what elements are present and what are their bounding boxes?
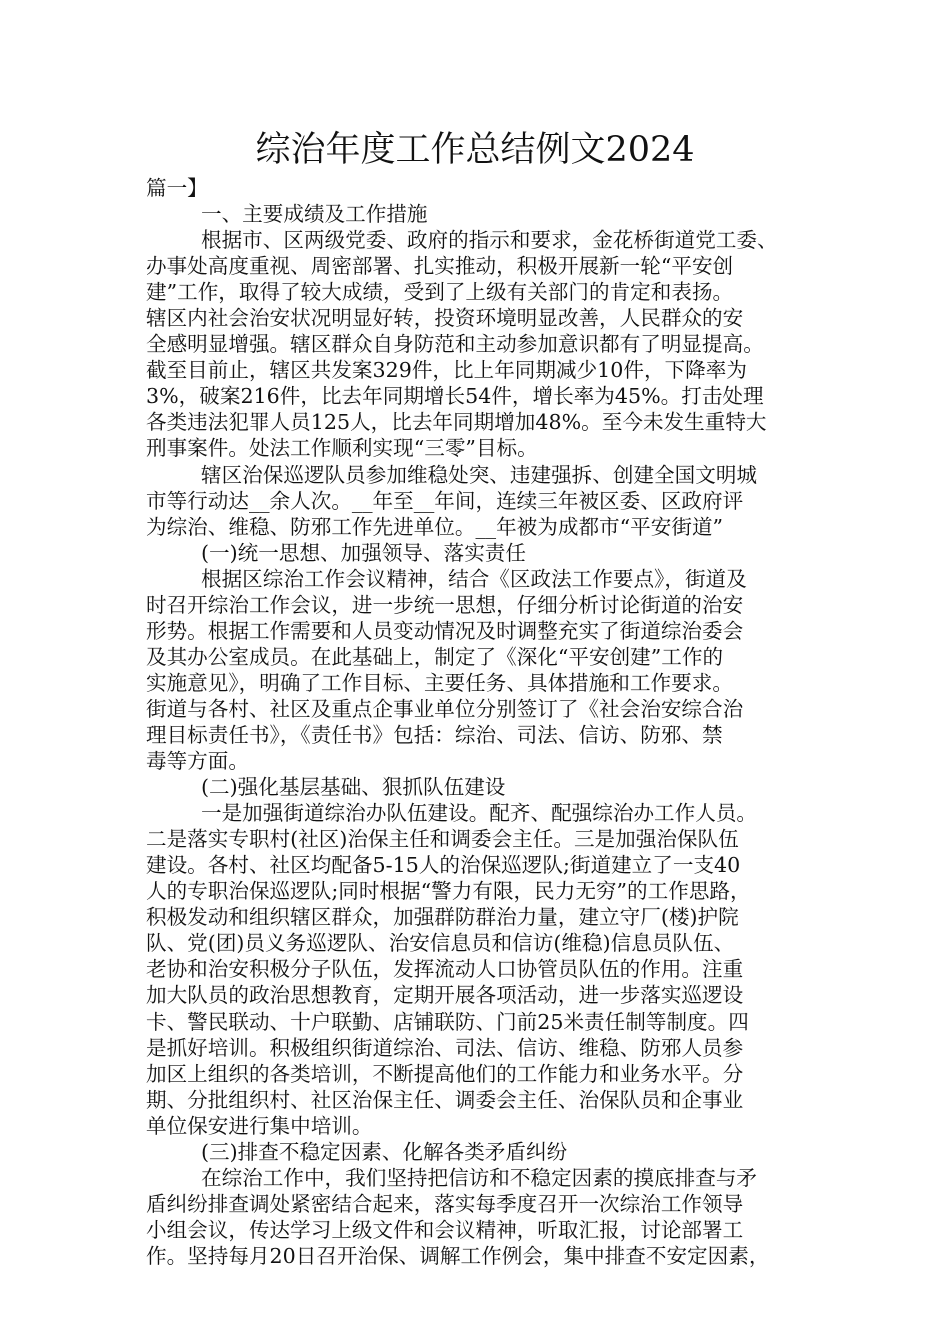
document-title: 综治年度工作总结例文2024 xyxy=(255,130,695,170)
text-line: 实施意见》，明确了工作目标、主要任务、具体措施和工作要求。 xyxy=(146,670,733,695)
text-line: 刑事案件。处法工作顺利实现“三零”目标。 xyxy=(146,436,538,461)
text-line: 队、党(团)员义务巡逻队、治安信息员和信访(维稳)信息员队伍、 xyxy=(146,931,735,956)
text-line: 二是落实专职村(社区)治保主任和调委会主任。三是加强治保队伍 xyxy=(146,827,739,852)
text-line: 毒等方面。 xyxy=(146,749,249,774)
text-line: (三)排查不稳定因素、化解各类矛盾纠纷 xyxy=(201,1139,568,1164)
text-line: 卡、警民联动、十户联勤、店铺联防、门前25米责任制等制度。四 xyxy=(146,1009,749,1034)
text-line: 形势。根据工作需要和人员变动情况及时调整充实了街道综治委会 xyxy=(146,618,744,643)
text-line: (一)统一思想、加强领导、落实责任 xyxy=(201,540,526,565)
text-line: 理目标责任书》，《责任书》包括：综治、司法、信访、防邪、禁 xyxy=(146,722,723,747)
text-line: 建设。各村、社区均配备5-15人的治保巡逻队;街道建立了一支40 xyxy=(146,853,741,878)
text-line: 及其办公室成员。在此基础上，制定了《深化“平安创建”工作的 xyxy=(146,644,724,669)
text-line: 辖区治保巡逻队员参加维稳处突、违建强拆、创建全国文明城 xyxy=(201,462,758,487)
text-line: 根据市、区两级党委、政府的指示和要求，金花桥街道党工委、 xyxy=(201,228,778,253)
text-line: 时召开综治工作会议，进一步统一思想，仔细分析讨论街道的治安 xyxy=(146,592,744,617)
text-line: 单位保安进行集中培训。 xyxy=(146,1113,373,1138)
text-line: 加大队员的政治思想教育，定期开展各项活动，进一步落实巡逻设 xyxy=(146,983,744,1008)
text-line: 全感明显增强。辖区群众自身防范和主动参加意识都有了明显提高。 xyxy=(146,332,764,357)
text-line: 人的专职治保巡逻队;同时根据“警力有限，民力无穷”的工作思路， xyxy=(146,879,751,904)
text-line: 小组会议，传达学习上级文件和会议精神，听取汇报，讨论部署工 xyxy=(146,1217,744,1242)
text-line: 根据区综治工作会议精神，结合《区政法工作要点》，街道及 xyxy=(201,566,747,591)
text-line: 是抓好培训。积极组织街道综治、司法、信访、维稳、防邪人员参 xyxy=(146,1035,744,1060)
text-line: 3%，破案216件，比去年同期增长54件，增长率为45%。打击处理 xyxy=(146,384,764,409)
text-line: 作。坚持每月20日召开治保、调解工作例会，集中排查不安定因素， xyxy=(146,1243,770,1268)
text-line: 积极发动和组织辖区群众，加强群防群治力量，建立守厂(楼)护院 xyxy=(146,905,739,930)
document-body xyxy=(146,175,826,1269)
text-line: 各类违法犯罪人员125人，比去年同期增加48%。至今未发生重特大 xyxy=(146,410,767,435)
text-line: (二)强化基层基础、狠抓队伍建设 xyxy=(201,775,506,800)
text-line: 在综治工作中，我们坚持把信访和不稳定因素的摸底排查与矛 xyxy=(201,1165,758,1190)
text-line: 办事处高度重视、周密部署、扎实推动，积极开展新一轮“平安创 xyxy=(146,254,734,279)
text-line: 盾纠纷排查调处紧密结合起来，落实每季度召开一次综治工作领导 xyxy=(146,1191,744,1216)
text-line: 老协和治安积极分子队伍，发挥流动人口协管员队伍的作用。注重 xyxy=(146,957,744,982)
text-line: 一是加强街道综治办队伍建设。配齐、配强综治办工作人员。 xyxy=(201,801,758,826)
text-line: 为综治、维稳、防邪工作先进单位。__年被为成都市“平安街道” xyxy=(146,514,724,539)
text-line: 截至目前止，辖区共发案329件，比上年同期减少10件，下降率为 xyxy=(146,358,747,383)
text-line: 街道与各村、社区及重点企事业单位分别签订了《社会治安综合治 xyxy=(146,696,744,721)
text-line: 期、分批组织村、社区治保主任、调委会主任、治保队员和企事业 xyxy=(146,1087,744,1112)
text-line: 辖区内社会治安状况明显好转，投资环境明显改善，人民群众的安 xyxy=(146,306,744,331)
text-line: 篇一】 xyxy=(146,176,208,200)
text-line: 一、主要成绩及工作措施 xyxy=(201,202,428,227)
text-line: 加区上组织的各类培训，不断提高他们的工作能力和业务水平。分 xyxy=(146,1061,744,1086)
text-line: 建”工作，取得了较大成绩，受到了上级有关部门的肯定和表扬。 xyxy=(146,280,734,305)
text-line: 市等行动达__余人次。__年至__年间，连续三年被区委、区政府评 xyxy=(146,488,744,513)
